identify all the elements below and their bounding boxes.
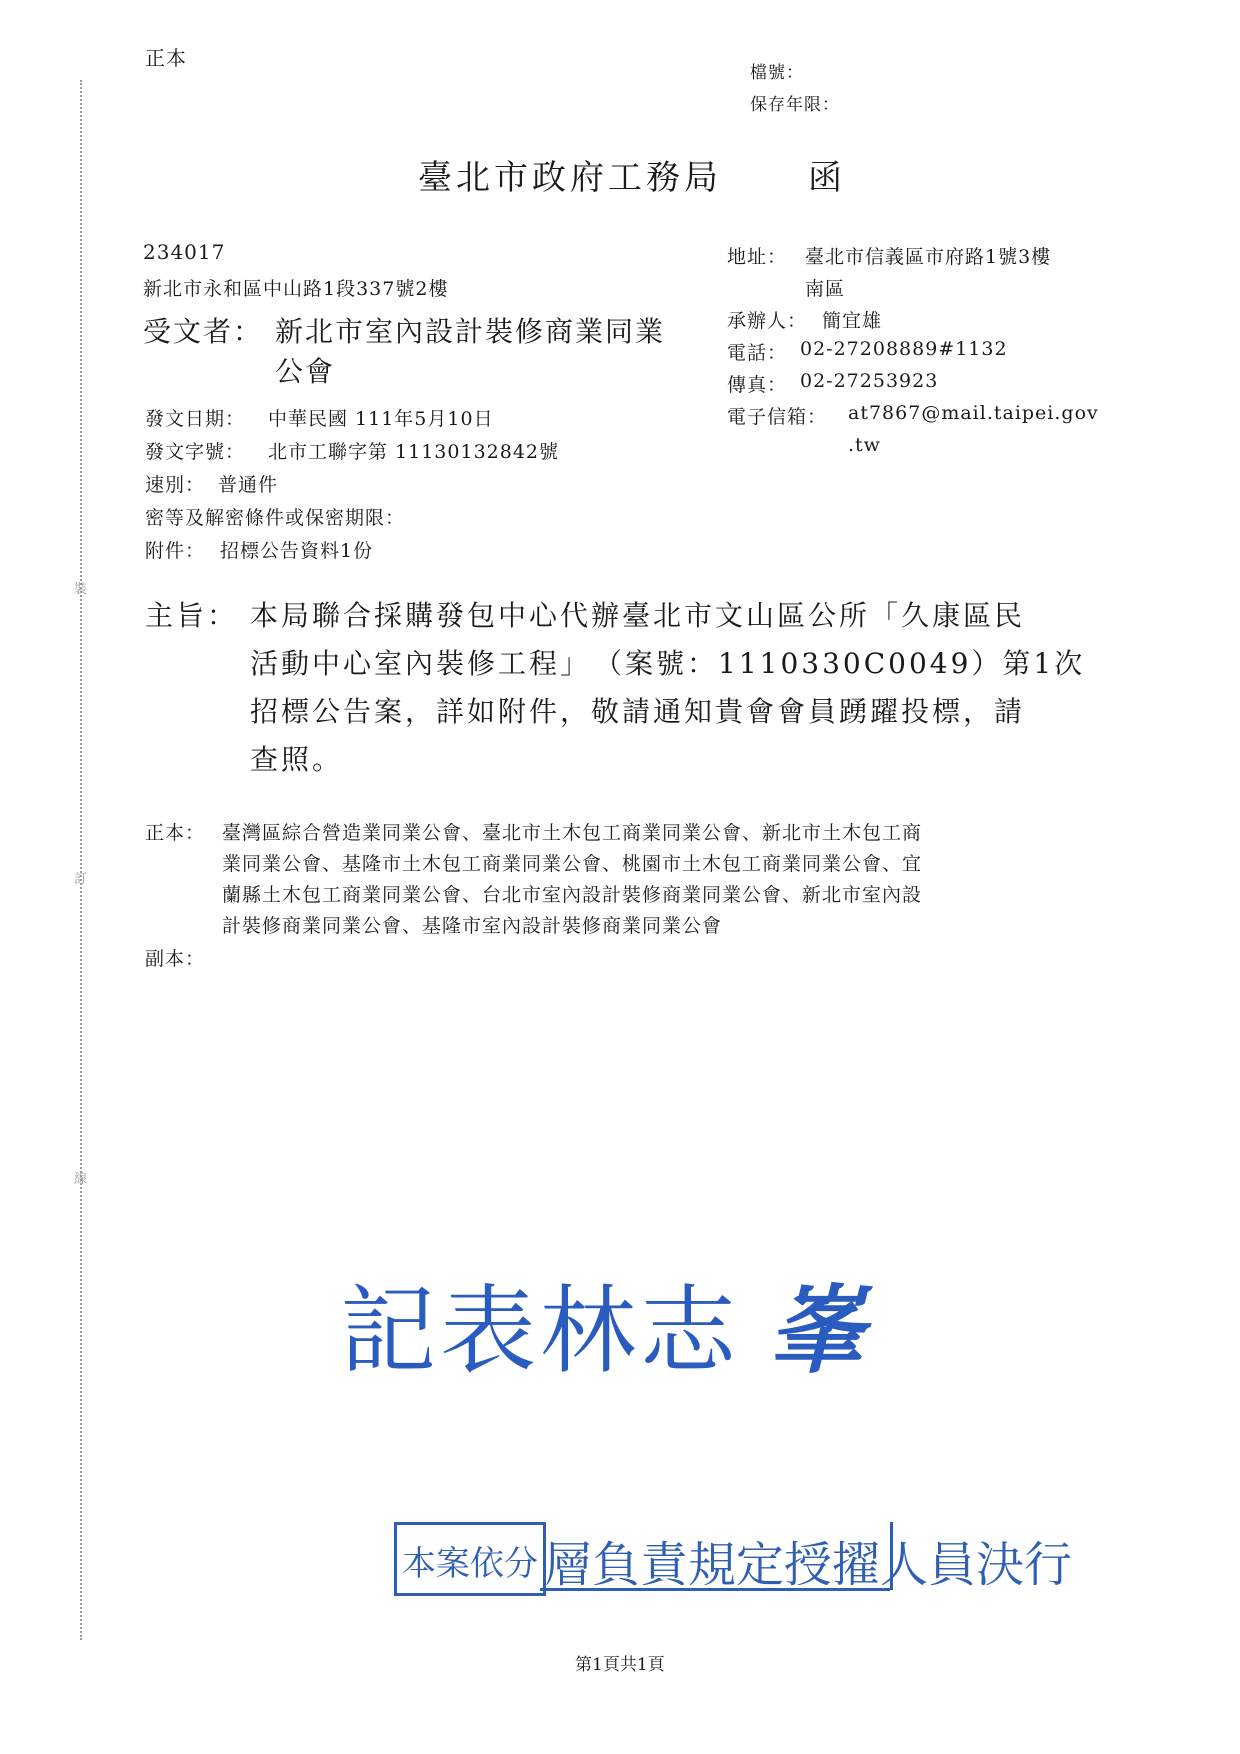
recipient-address: 新北市永和區中山路1段337號2樓 [143, 278, 449, 300]
recipient-name-line2: 公會 [275, 355, 336, 388]
security-label: 密等及解密條件或保密期限： [145, 507, 406, 529]
copy-recipients-label: 副本： [145, 948, 206, 970]
binding-char-zhuang: 裝 [74, 582, 88, 597]
speed-value: 普通件 [218, 474, 279, 496]
doc-type-mark: 正本 [145, 46, 187, 70]
binding-char-xian: 線 [74, 1172, 88, 1187]
reference-label: 發文字號： [145, 441, 246, 463]
issue-date-label: 發文日期： [145, 408, 246, 430]
original-recipients-label: 正本： [145, 822, 206, 844]
original-recipients-line3: 蘭縣土木包工商業同業公會、台北市室內設計裝修商業同業公會、新北市室內設 [222, 884, 923, 906]
subject-line4: 查照。 [250, 743, 344, 776]
attachment-label: 附件： [145, 540, 206, 562]
authorization-stamp [394, 1518, 1073, 1598]
stamp-text [402, 1526, 1072, 1595]
subject-line2: 活動中心室內裝修工程」 （案號：1110330C0049）第1次 [250, 647, 1086, 680]
document-form: 函 [808, 158, 846, 198]
original-recipients-line1: 臺灣區綜合營造業同業公會、臺北市土木包工商業同業公會、新北市土木包工商 [222, 822, 923, 844]
recipient-label: 受文者： [143, 315, 264, 348]
recipient-name-line1: 新北市室內設計裝修商業同業 [275, 315, 666, 348]
attachment-value: 招標公告資料1份 [220, 540, 374, 562]
stamp-rest-text: 層負責規定授擢人員決行 [544, 1537, 1073, 1593]
email-line2: .tw [848, 434, 881, 456]
binding-char-ding: 訂 [74, 872, 88, 887]
fax-value: 02-27253923 [800, 370, 939, 392]
subject-label: 主旨： [145, 599, 239, 632]
reference-number: 北市工聯字第 11130132842號 [268, 441, 560, 463]
phone-label: 電話： [727, 342, 788, 364]
original-recipients-line2: 業同業公會、基隆市土木包工商業同業公會、桃園市土木包工商業同業公會、宜 [222, 853, 923, 875]
address-label: 地址： [727, 246, 788, 268]
stamp-boxed-text: 本案依分 [402, 1544, 538, 1584]
address-line2: 南區 [805, 278, 846, 300]
page-number: 第1頁共1頁 [575, 1655, 665, 1675]
original-recipients-line4: 計裝修商業同業公會、基隆市室內設計裝修商業同業公會 [222, 915, 723, 937]
speed-label: 速別： [145, 474, 206, 496]
signature-last-char: 峯 [768, 1275, 868, 1387]
email-label: 電子信箱： [727, 406, 828, 428]
handler-label: 承辦人： [727, 310, 808, 332]
subject-line1: 本局聯合採購發包中心代辦臺北市文山區公所「久康區民 [250, 599, 1026, 632]
agency-title: 臺北市政府工務局 [418, 158, 722, 198]
issue-date: 中華民國 111年5月10日 [268, 408, 494, 430]
file-number-label: 檔號： [750, 63, 804, 83]
fax-label: 傳真： [727, 374, 788, 396]
phone-value: 02-27208889#1132 [800, 338, 1008, 360]
recipient-postal-code: 234017 [143, 240, 226, 264]
signature-stamp [340, 1255, 868, 1392]
subject-line3: 招標公告案，詳如附件，敬請通知貴會會員踴躍投標，請 [250, 695, 1026, 728]
signature-text: 記表林志 [340, 1275, 740, 1387]
binding-line [80, 80, 82, 1640]
retention-label: 保存年限： [750, 95, 840, 115]
handler-name: 簡宜雄 [822, 310, 883, 332]
email-line1: at7867@mail.taipei.gov [848, 402, 1099, 424]
address-line1: 臺北市信義區市府路1號3樓 [805, 246, 1052, 268]
